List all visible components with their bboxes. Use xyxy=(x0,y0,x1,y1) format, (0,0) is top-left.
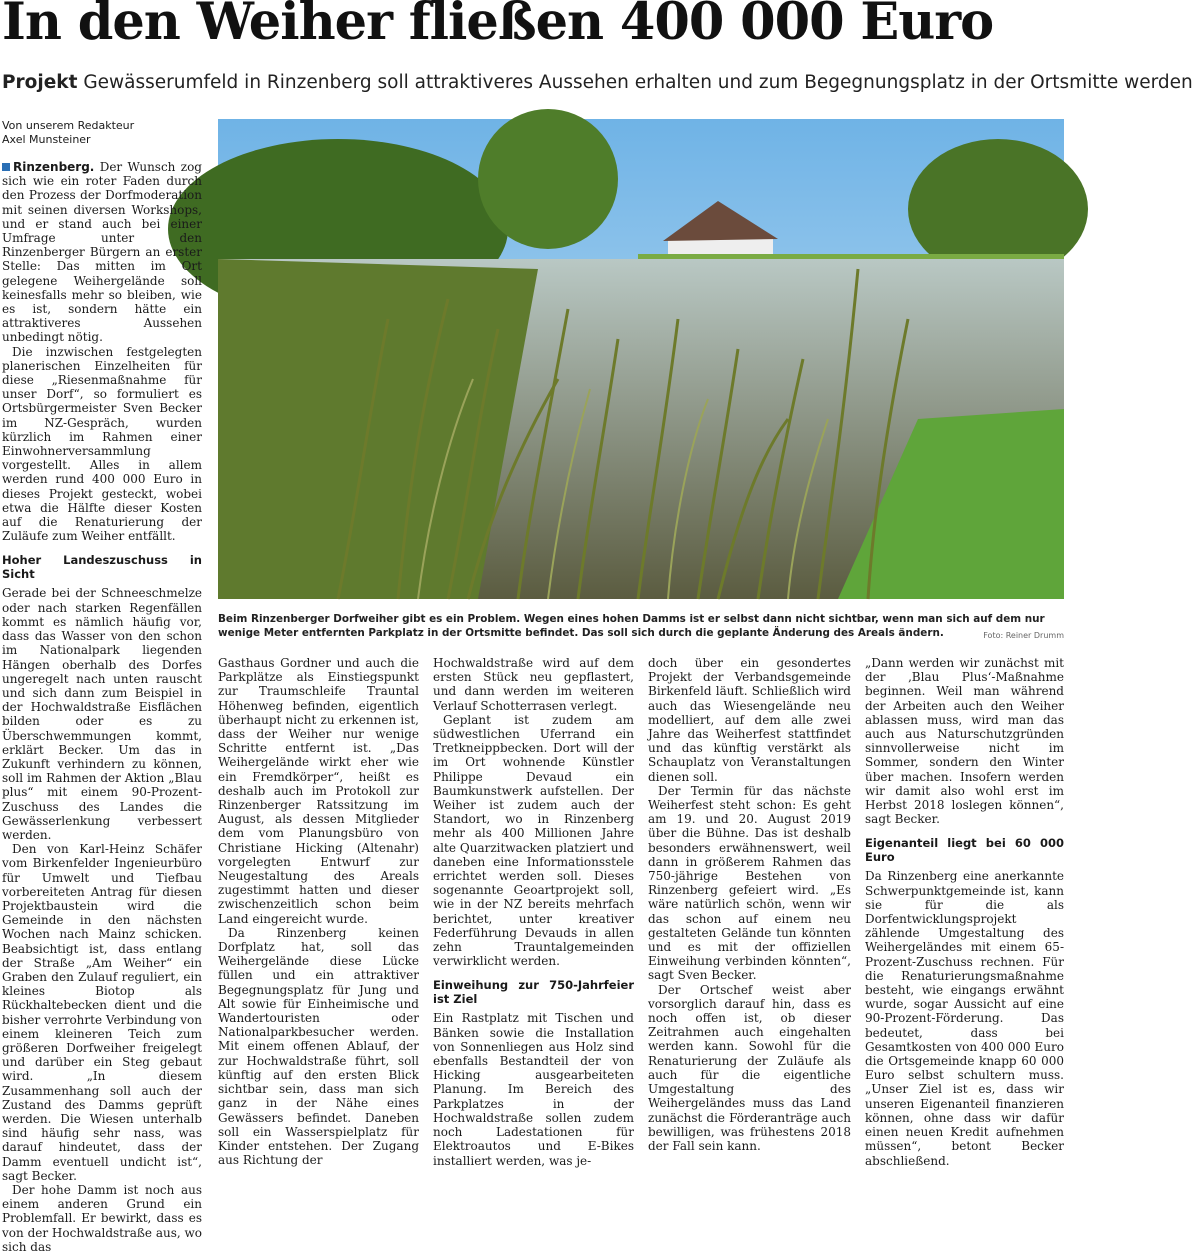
byline xyxy=(2,119,207,146)
byline-role: Von unserem Redakteur xyxy=(2,119,135,132)
subheading: Hoher Landeszuschuss in Sicht xyxy=(2,553,202,582)
paragraph: Der hohe Damm ist noch aus einem anderen Grund ein Problemfall. Er bewirkt, dass es von der Hochwaldstraße aus, wo sich das xyxy=(2,1183,202,1254)
dateline: Rinzenberg. xyxy=(13,160,95,174)
paragraph: Hochwaldstraße wird auf dem ersten Stück neu gepflastert, und dann werden im weiteren Verlauf Schotterrasen verlegt. xyxy=(433,656,634,713)
paragraph: Da Rinzenberg eine anerkannte Schwerpunktgemeinde ist, kann sie für die als Dorfentwicklungsprojekt zählende Umgestaltung des Weihergeländes mit einem 65-Prozent-Zuschuss rechnen. Für die Renaturierungsmaßnahme besteht, wie eingangs erwähnt wurde, sogar Aussicht auf eine 90-Prozent-Förderung. Das bedeutet, dass bei Gesamtkosten von 400 000 Euro die Ortsgemeinde knapp 60 000 Euro selbst schultern muss. „Unser Ziel ist es, dass wir unseren Eigenanteil finanzieren können, ohne dass wir dafür einen neuen Kredit aufnehmen müssen“, betont Becker abschließend. xyxy=(865,869,1064,1168)
paragraph: Gerade bei der Schneeschmelze oder nach starken Regenfällen kommt es nämlich häufig vor, dass das Wasser von den schon im Nationalpark liegenden Hängen oberhalb des Dorfes ungeregelt nach unten rauscht und sich dann zum Beispiel in der Hochwaldstraße Eisflächen bilden oder es zu Überschwemmungen kommt, erklärt Becker. Um das in Zukunft verhindern zu können, soll im Rahmen der Aktion „Blau plus“ mit einem 90-Prozent-Zuschuss des Landes die Gewässerlenkung verbessert werden. xyxy=(2,586,202,842)
section-marker-icon xyxy=(2,163,10,171)
paragraph: doch über ein gesondertes Projekt der Verbandsgemeinde Birkenfeld läuft. Schließlich wird auch das Wiesengelände neu modelliert, auf dem alle zwei Jahre das Weiherfest stattfindet und das künftig verstärkt als Schauplatz von Veranstaltungen dienen soll. xyxy=(648,656,851,784)
subheading: Eigenanteil liegt bei 60 000 Euro xyxy=(865,836,1064,865)
paragraph: Ein Rastplatz mit Tischen und Bänken sowie die Installation von Sonnenliegen aus Holz sind ebenfalls Bestandteil der von Hicking ausgearbeiteten Planung. Im Bereich des Parkplatzes in der Hochwaldstraße sollen zudem noch Ladestationen für Elektroautos und E-Bikes installiert werden, was je- xyxy=(433,1011,634,1168)
paragraph: Der Ortschef weist aber vorsorglich darauf hin, dass es noch offen ist, ob dieser Zeitrahmen auch eingehalten werden kann. Sowohl für die Renaturierung der Zuläufe als auch für die eigentliche Umgestaltung des Weihergeländes muss das Land zunächst die Förderanträge auch bewilligen, was frühestens 2018 der Fall sein kann. xyxy=(648,982,851,1153)
article-column-2 xyxy=(218,656,419,1168)
article-photo xyxy=(218,119,1064,599)
photo-caption: Beim Rinzenberger Dorfweiher gibt es ein Problem. Wegen eines hohen Damms ist er selbst dann nicht sichtbar, wenn man sich auf dem nur wenige Meter entfernten Parkplatz in der Ortsmitte befindet. Das soll sich durch die geplante Änderung des Areals ändern. xyxy=(218,613,1045,639)
paragraph: Den von Karl-Heinz Schäfer vom Birkenfelder Ingenieurbüro für Umwelt und Tiefbau vorbereiteten Antrag für diesen Projektbaustein wird die Gemeinde in den nächsten Wochen nach Mainz schicken. Beabsichtigt ist, dass entlang der Straße „Am Weiher“ ein Graben den Zulauf reguliert, ein kleines Biotop als Rückhaltebecken dient und die bisher verrohrte Verbindung von einem kleineren Teich zum größeren Dorfweiher freigelegt und darüber ein Steg gebaut wird. „In diesem Zusammenhang soll auch der Zustand des Damms geprüft werden. Die Wiesen unterhalb sind häufig sehr nass, was darauf hindeutet, dass der Damm eventuell undicht ist“, sagt Becker. xyxy=(2,842,202,1183)
paragraph: Geplant ist zudem am südwestlichen Uferrand ein Tretkneippbecken. Dort will der im Ort wohnende Künstler Philippe Devaud ein Baumkunstwerk aufstellen. Der Weiher ist zudem auch der Standort, wo in Rinzenberg mehr als 400 Millionen Jahre alte Quarzitwacken platziert und daneben eine Informationsstele errichtet werden soll. Dieses sogenannte Geoartprojekt soll, wie in der NZ bereits mehrfach berichtet, unter kreativer Federführung Devauds in allen zehn Trauntalgemeinden verwirklicht werden. xyxy=(433,712,634,969)
pond-illustration xyxy=(218,119,1064,599)
article-column-5 xyxy=(865,656,1064,1168)
article-column-1 xyxy=(2,160,202,1254)
paragraph: Der Termin für das nächste Weiherfest steht schon: Es geht am 19. und 20. August 2019 über die Bühne. Das ist deshalb besonders erwähnenswert, weil dann in größerem Rahmen das 750-jährige Bestehen von Rinzenberg gefeiert wird. „Es wäre natürlich schön, wenn wir das schon auf einem neu gestalteten Gelände tun könnten und es mit der offiziellen Einweihung verbinden könnten“, sagt Sven Becker. xyxy=(648,783,851,983)
paragraph xyxy=(2,160,202,345)
subline-text: Gewässerumfeld in Rinzenberg soll attraktiveres Aussehen erhalten und zum Begegnungsplatz in der Ortsmitte werden xyxy=(83,72,1193,93)
photo-credit: Foto: Reiner Drumm xyxy=(983,631,1064,640)
paragraph: „Dann werden wir zunächst mit der ‚Blau Plus‘-Maßnahme beginnen. Weil man während der Arbeiten auch den Weiher ablassen muss, wird man das auch aus Naturschutzgründen sinnvollerweise nicht im Sommer, sondern den Winter über machen. Insofern werden wir damit also wohl erst im Herbst 2018 loslegen können“, sagt Becker. xyxy=(865,656,1064,827)
byline-author: Axel Munsteiner xyxy=(2,132,91,146)
paragraph: Die inzwischen festgelegten planerischen Einzelheiten für diese „Riesenmaßnahme für unser Dorf“, so formuliert es Ortsbürgermeister Sven Becker im NZ-Gespräch, wurden kürzlich im Rahmen einer Einwohnerversammlung vorgestellt. Alles in allem werden rund 400 000 Euro in dieses Projekt gesteckt, wobei etwa die Hälfte dieser Kosten auf die Renaturierung der Zuläufe zum Weiher entfällt. xyxy=(2,344,202,544)
subline xyxy=(2,72,1193,93)
subline-kicker: Projekt xyxy=(2,72,78,93)
paragraph: Da Rinzenberg keinen Dorfplatz hat, soll das Weihergelände diese Lücke füllen und ein attraktiver Begegnungsplatz für Jung und Alt sowie für Einheimische und Wandertouristen oder Nationalparkbesucher werden. Mit einem offenen Ablauf, der zur Hochwaldstraße führt, soll künftig auf den ersten Blick sichtbar sein, dass man sich ganz in der Nähe eines Gewässers befindet. Daneben soll ein Wasserspielplatz für Kinder entstehen. Der Zugang aus Richtung der xyxy=(218,925,419,1168)
article-column-3 xyxy=(433,656,634,1168)
subheading: Einweihung zur 750-Jahrfeier ist Ziel xyxy=(433,978,634,1007)
paragraph-text: Der Wunsch zog sich wie ein roter Faden durch den Prozess der Dorfmoderation mit seinen diversen Workshops, und er stand auch bei einer Umfrage unter den Rinzenberger Bürgern an erster Stelle: Das mitten im Ort gelegene Weihergelände soll keinesfalls mehr so bleiben, wie es ist, sondern hätte ein attraktiveres Aussehen unbedingt nötig. xyxy=(2,160,202,345)
paragraph: Gasthaus Gordner und auch die Parkplätze als Einstiegspunkt zur Traumschleife Trauntal Höhenweg befinden, eigentlich überhaupt nicht zu erkennen ist, dass der Weiher nur wenige Schritte entfernt ist. „Das Weihergelände wirkt eher wie ein Fremdkörper“, heißt es deshalb auch im Protokoll zur Rinzenberger Ratssitzung im August, als dessen Mitglieder dem vom Planungsbüro von Christiane Hicking (Altenahr) vorgelegten Entwurf zur Neugestaltung des Areals zugestimmt hatten und dieser zwischenzeitlich schon beim Land eingereicht wurde. xyxy=(218,656,419,926)
headline: In den Weiher fließen 400 000 Euro xyxy=(2,0,994,52)
article-column-4 xyxy=(648,656,851,1153)
